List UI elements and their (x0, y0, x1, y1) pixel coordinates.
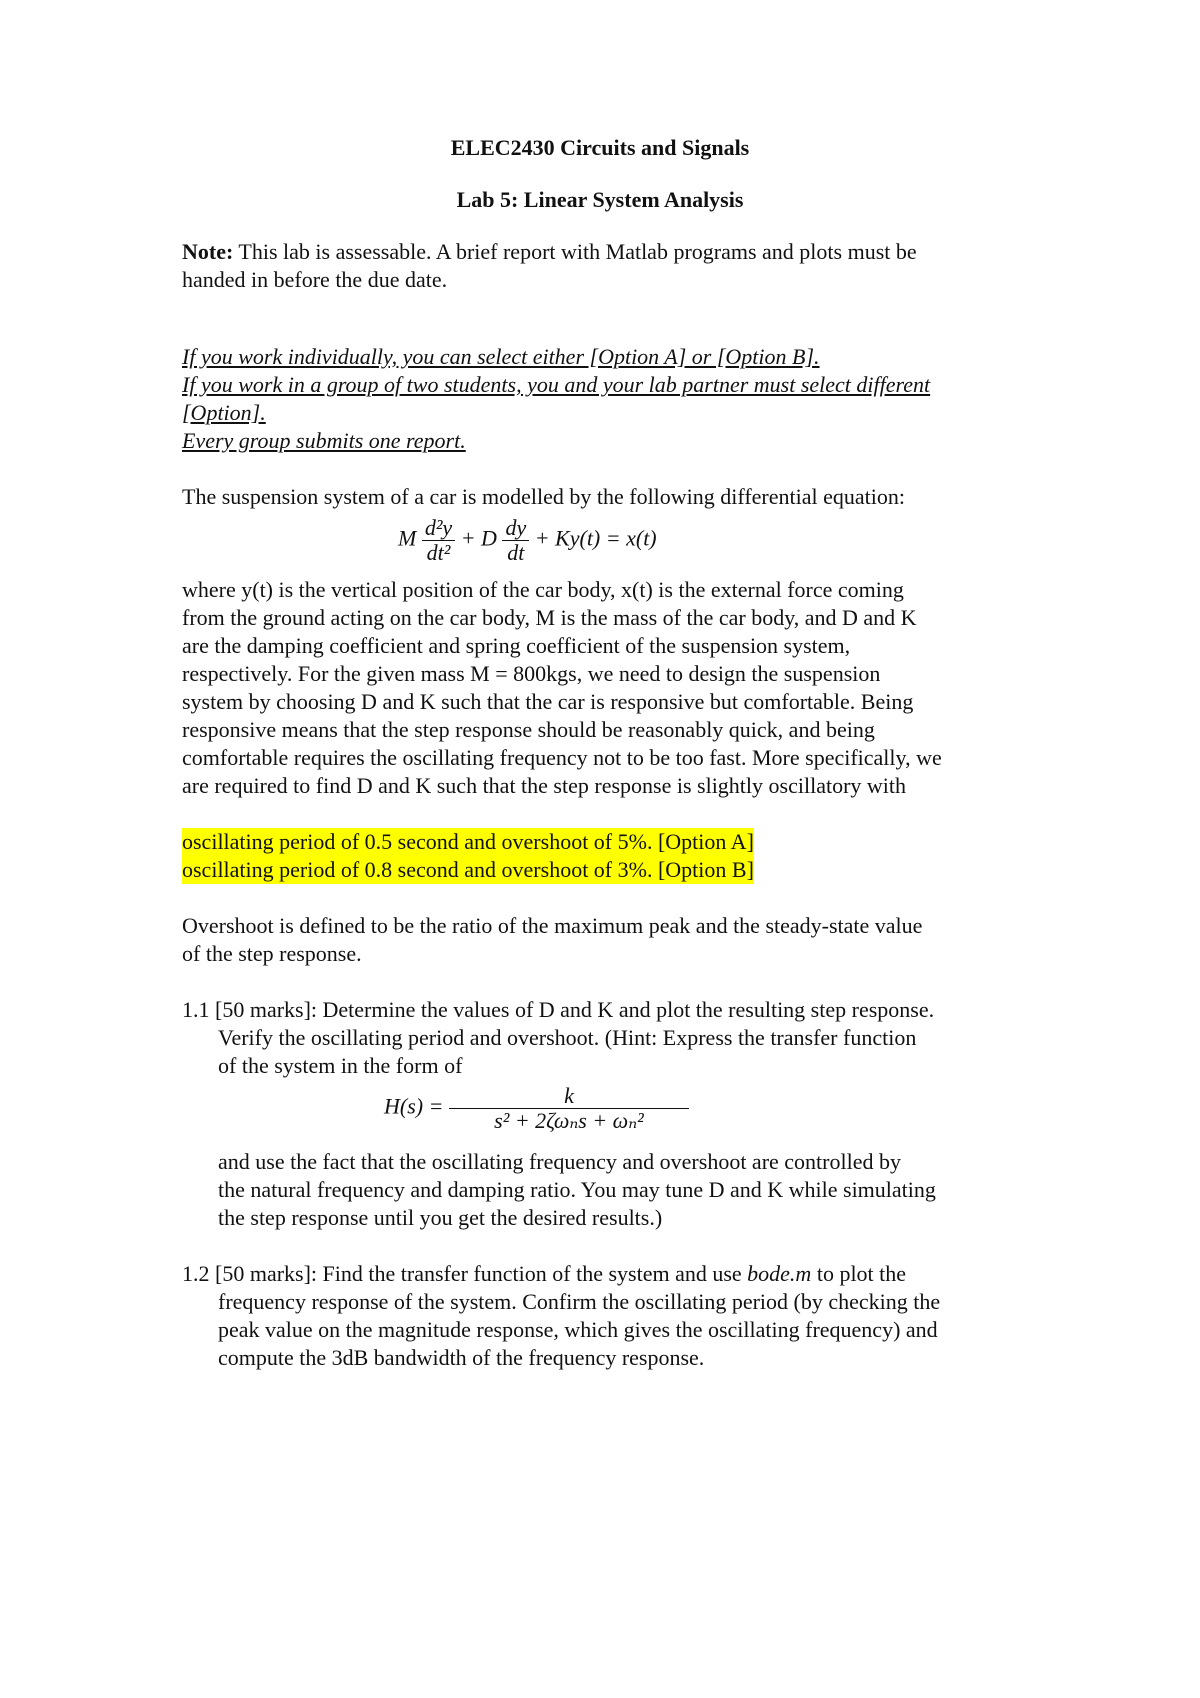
bode-function-name: bode.m (747, 1261, 812, 1286)
tf-numerator: k (449, 1084, 689, 1109)
rule-line: Every group submits one report. (182, 428, 466, 453)
tf-fraction (449, 1084, 689, 1133)
rule-line: [Option]. (182, 400, 266, 425)
tf-denominator: s² + 2ζωₙs + ωₙ² (494, 1108, 644, 1133)
tf-lhs: H(s) = (384, 1093, 444, 1119)
body-line: responsive means that the step response should be reasonably quick, and being (182, 717, 875, 742)
intro-text: The suspension system of a car is modelled by the following differential equation: (182, 484, 905, 509)
option-a-line: oscillating period of 0.5 second and overshoot of 5%. [Option A] (182, 829, 754, 854)
eq-damping-term: + D (460, 525, 497, 551)
rule-line: If you work in a group of two students, you and your lab partner must select different (182, 372, 931, 397)
eq-first-derivative: $\frac{dy}{dt}$ (502, 516, 529, 565)
q2-line: frequency response of the system. Confirm the oscillating period (by checking the (218, 1289, 941, 1314)
overshoot-line: of the step response. (182, 941, 362, 966)
body-line: are the damping coefficient and spring coefficient of the suspension system, (182, 633, 851, 658)
rule-line: If you work individually, you can select either [Option A] or [Option B]. (182, 344, 820, 369)
q1-line: Verify the oscillating period and overshoot. (Hint: Express the transfer function (218, 1025, 917, 1050)
note-line-2: handed in before the due date. (182, 267, 448, 292)
eq-mass: M (398, 525, 417, 551)
q2-line: compute the 3dB bandwidth of the frequency response. (218, 1345, 705, 1370)
body-line: where y(t) is the vertical position of the car body, x(t) is the external force coming (182, 577, 904, 602)
note-text-1: This lab is assessable. A brief report with Matlab programs and plots must be (233, 239, 917, 264)
q2-line-1: 1.2 [50 marks]: Find the transfer function of the system and use bode.m to plot the (182, 1261, 907, 1286)
q1-after-line: the step response until you get the desired results.) (218, 1205, 663, 1230)
option-b-line: oscillating period of 0.8 second and overshoot of 3%. [Option B] (182, 857, 754, 882)
document-subtitle: Lab 5: Linear System Analysis (456, 187, 744, 212)
note-line-1 (182, 238, 917, 266)
eq-rest: + Ky(t) = x(t) (534, 525, 657, 551)
body-line: respectively. For the given mass M = 800kgs, we need to design the suspension (182, 661, 881, 686)
q1-line: of the system in the form of (218, 1053, 463, 1078)
q1-after-line: the natural frequency and damping ratio. You may tune D and K while simulating (218, 1177, 936, 1202)
body-line: system by choosing D and K such that the car is responsive but comfortable. Being (182, 689, 914, 714)
transfer-function-equation (384, 1084, 689, 1133)
differential-equation (398, 516, 657, 565)
q1-after-line: and use the fact that the oscillating frequency and overshoot are controlled by (218, 1149, 901, 1174)
document-title: ELEC2430 Circuits and Signals (450, 135, 750, 160)
q1-line: 1.1 [50 marks]: Determine the values of D and K and plot the resulting step response. (182, 997, 935, 1022)
body-line: from the ground acting on the car body, M is the mass of the car body, and D and K (182, 605, 917, 630)
note-label: Note: (182, 239, 234, 264)
body-line: comfortable requires the oscillating frequency not to be too fast. More specifically, we (182, 745, 942, 770)
eq-second-derivative: $\frac{\text{d²y}}{\text{dt²}}$ (422, 516, 455, 565)
overshoot-line: Overshoot is defined to be the ratio of the maximum peak and the steady-state value (182, 913, 923, 938)
q2-line: peak value on the magnitude response, which gives the oscillating frequency) and (218, 1317, 938, 1342)
body-line: are required to find D and K such that the step response is slightly oscillatory with (182, 773, 907, 798)
